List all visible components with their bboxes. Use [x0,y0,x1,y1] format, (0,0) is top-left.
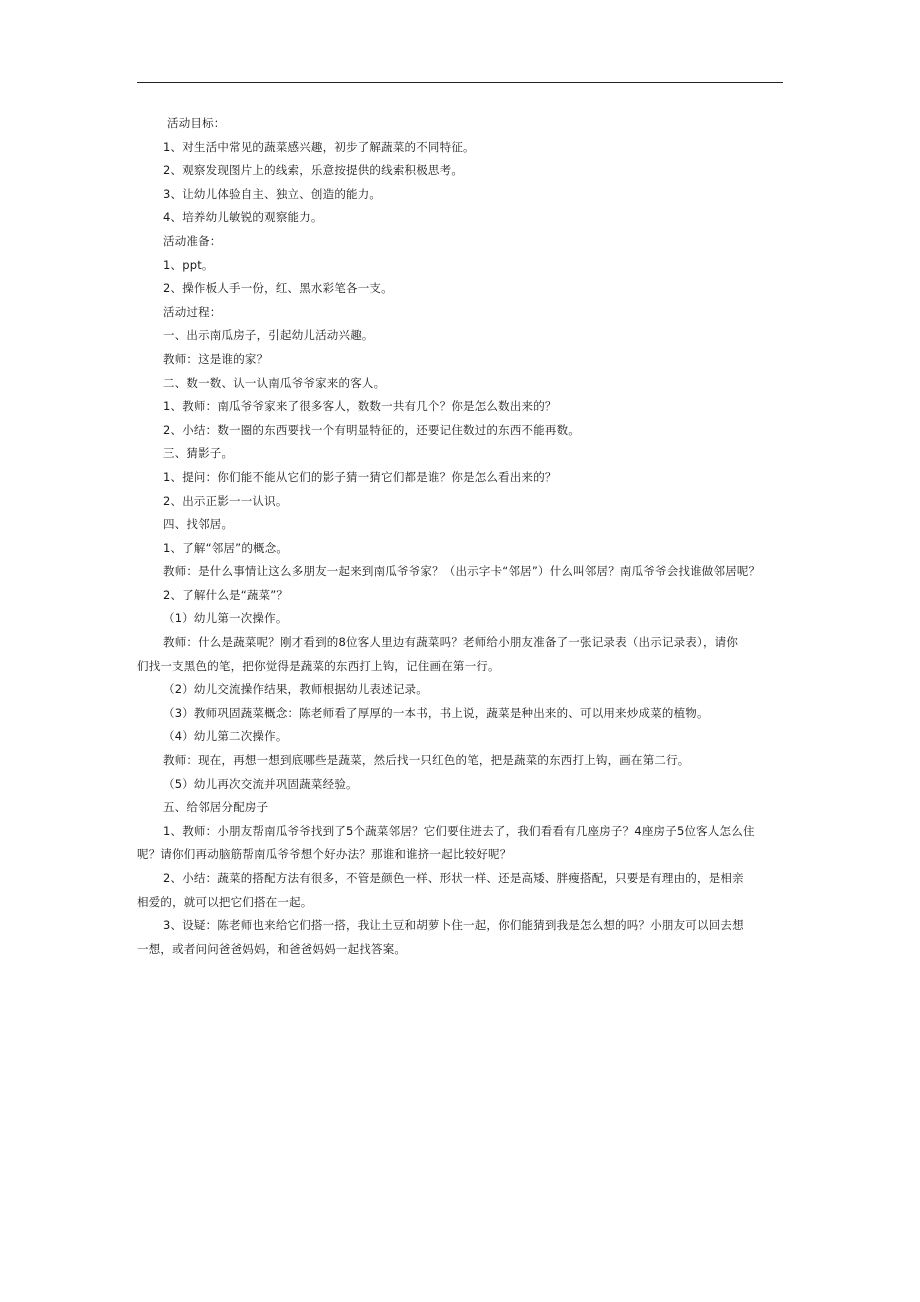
text-line: 2、操作板人手一份，红、黑水彩笔各一支。 [163,281,393,296]
text-line: 1、提问：你们能不能从它们的影子猜一猜它们都是谁？你是怎么看出来的？ [163,469,557,484]
text-line: （1）幼儿第一次操作。 [163,611,288,626]
paragraph-5-2 [137,867,783,914]
text-line: 2、了解什么是“蔬菜”？ [163,587,289,602]
header-rule [137,82,783,83]
text-line: 相爱的，就可以把它们搭在一起。 [137,894,313,909]
text-line: 1、教师：小朋友帮南瓜爷爷找到了5个蔬菜邻居？它们要住进去了，我们看看有几座房子？4座房子5位客人怎么住 [163,823,755,838]
text-line: 教师：这是谁的家？ [163,351,269,366]
text-line: 活动过程： [163,304,222,319]
text-line: 1、对生活中常见的蔬菜感兴趣，初步了解蔬菜的不同特征。 [163,139,475,154]
text-line: 1、ppt。 [163,257,214,272]
paragraph-5-1 [137,820,783,867]
text-line: 2、出示正影一一认识。 [163,493,288,508]
text-line: 五、给邻居分配房子 [163,800,269,815]
text-line: 三、猜影子。 [163,446,234,461]
text-line: 2、小结：蔬菜的搭配方法有很多，不管是颜色一样、形状一样、还是高矮、胖瘦搭配，只要是有理由的，是相亲 [163,871,744,885]
section-lines-a [137,112,783,631]
paragraph-5-3 [137,914,783,961]
text-line: 4、培养幼儿敏锐的观察能力。 [163,210,323,225]
text-line: 一想，或者问问爸爸妈妈，和爸爸妈妈一起找答案。 [137,941,407,956]
text-line: （3）教师巩固蔬菜概念：陈老师看了厚厚的一本书，书上说，蔬菜是种出来的、可以用来炒成菜的植物。 [163,705,709,720]
document-body [137,112,783,961]
text-line: 2、小结：数一圈的东西要找一个有明显特征的，还要记住数过的东西不能再数。 [163,422,581,437]
text-line: 们找一支黑色的笔，把你觉得是蔬菜的东西打上钩，记住画在第一行。 [137,658,500,673]
text-line: 活动目标： [167,116,226,130]
text-line: 呢？请你们再动脑筋帮南瓜爷爷想个好办法？那谁和谁挤一起比较好呢？ [137,847,512,862]
text-line: 活动准备： [163,233,222,248]
text-line: 教师：是什么事情让这么多朋友一起来到南瓜爷爷家？（出示字卡“邻居”）什么叫邻居？南瓜爷爷会找谁做邻居呢？ [163,564,761,579]
text-line: 1、了解“邻居”的概念。 [163,540,289,555]
text-line: 一、出示南瓜房子，引起幼儿活动兴趣。 [163,328,374,343]
text-line: 四、找邻居。 [163,517,234,532]
text-line: （5）幼儿再次交流并巩固蔬菜经验。 [163,776,358,791]
text-line: （2）幼儿交流操作结果，教师根据幼儿表述记录。 [163,682,428,697]
text-line: 教师：现在，再想一想到底哪些是蔬菜，然后找一只红色的笔，把是蔬菜的东西打上钩，画在第二行。 [163,753,690,768]
text-line: 2、观察发现图片上的线索，乐意按提供的线索积极思考。 [163,163,464,178]
text-line: 3、让幼儿体验自主、独立、创造的能力。 [163,186,382,201]
text-line: （4）幼儿第二次操作。 [163,729,288,744]
section-lines-b [137,678,783,820]
text-line: 教师：什么是蔬菜呢？刚才看到的8位客人里边有蔬菜吗？老师给小朋友准备了一张记录表（出示记录表），请你 [163,635,739,650]
text-line: 1、教师：南瓜爷爷家来了很多客人，数数一共有几个？你是怎么数出来的？ [163,399,557,414]
text-line: 二、数一数、认一认南瓜爷爷家来的客人。 [163,375,386,390]
text-line: 3、设疑：陈老师也来给它们搭一搭，我让土豆和胡萝卜住一起，你们能猜到我是怎么想的吗？小朋友可以回去想 [163,918,744,933]
paragraph-teacher-question [137,631,783,678]
